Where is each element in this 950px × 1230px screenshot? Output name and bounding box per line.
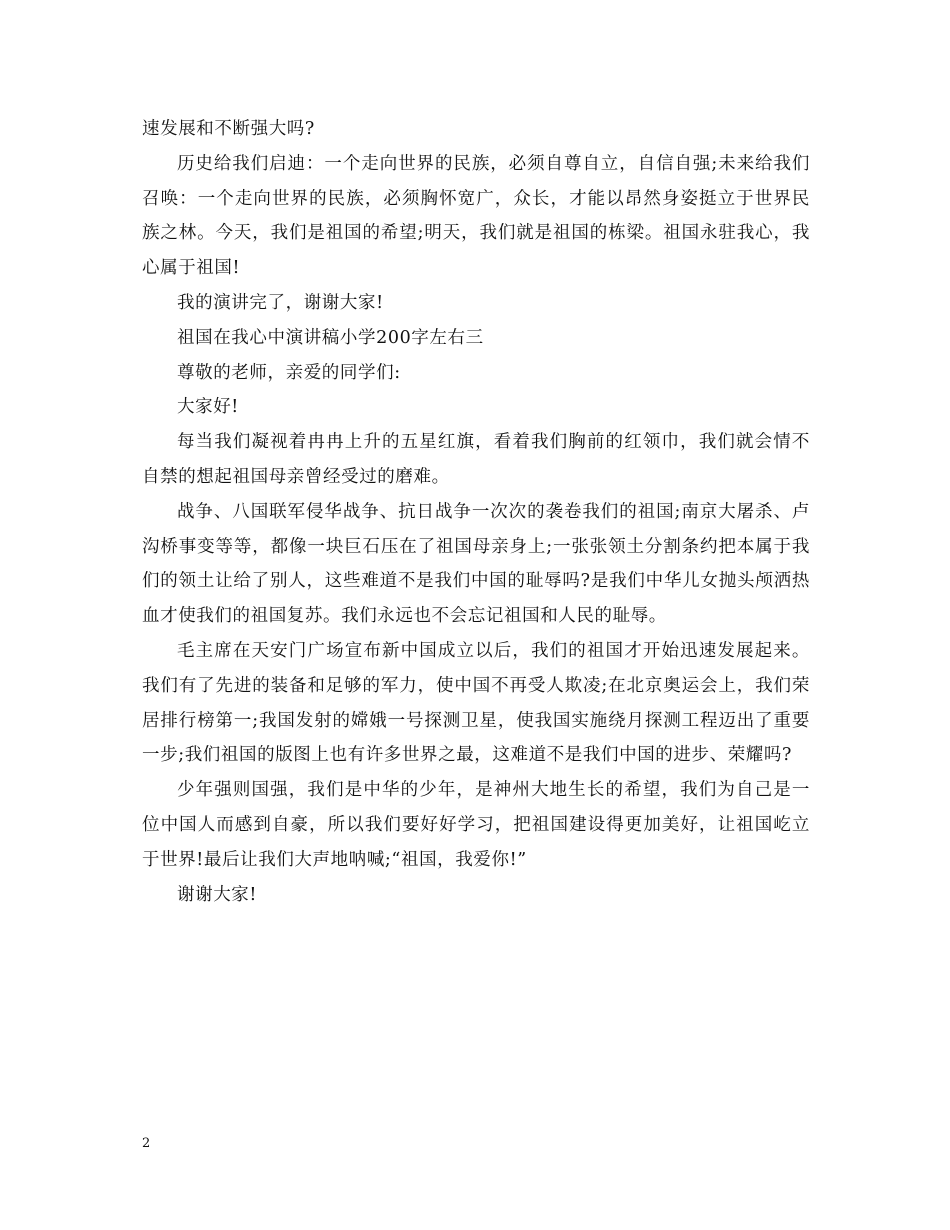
paragraph-9: 毛主席在天安门广场宣布新中国成立以后，我们的祖国才开始迅速发展起来。我们有了先进的装备和足够的军力，使中国不再受人欺凌;在北京奥运会上，我们荣居排行榜第一;我国发射的嫦娥一号探测卫星，使我国实施绕月探测工程迈出了重要一步;我们祖国的版图上也有许多世界之最，这难道不是我们中国的进步、荣耀吗? [142,640,810,766]
paragraph-10: 少年强则国强，我们是中华的少年，是神州大地生长的希望，我们为自己是一位中国人而感到自豪，所以我们要好好学习，把祖国建设得更加美好，让祖国屹立于世界!最后让我们大声地呐喊;“祖国，我爱你!” [142,780,810,870]
paragraph-8: 战争、八国联军侵华战争、抗日战争一次次的袭卷我们的祖国;南京大屠杀、卢沟桥事变等等，都像一块巨石压在了祖国母亲身上;一张张领土分割条约把本属于我们的领土让给了别人，这些难道不是我们中国的耻辱吗?是我们中华儿女抛头颅洒热血才使我们的祖国复苏。我们永远也不会忘记祖国和人民的耻辱。 [142,501,810,627]
closing: 谢谢大家! [177,884,258,905]
paragraph-1: 速发展和不断强大吗? [142,119,315,139]
salutation: 尊敬的老师，亲爱的同学们: [177,362,401,383]
greeting: 大家好! [177,397,239,418]
paragraph-7: 每当我们凝视着冉冉上升的五星红旗，看着我们胸前的红领巾，我们就会情不自禁的想起祖国母亲曾经受过的磨难。 [142,432,810,487]
body-text [142,112,810,912]
paragraph-3: 我的演讲完了，谢谢大家! [177,292,384,313]
paragraph-2: 历史给我们启迪：一个走向世界的民族，必须自尊自立，自信自强;未来给我们召唤：一个走向世界的民族，必须胸怀宽广，众长，才能以昂然身姿挺立于世界民族之林。今天，我们是祖国的希望;明天，我们就是祖国的栋梁。祖国永驻我心，我心属于祖国! [142,153,810,279]
section-title: 祖国在我心中演讲稿小学200字左右三 [177,327,484,348]
page-number: 2 [142,1136,151,1151]
